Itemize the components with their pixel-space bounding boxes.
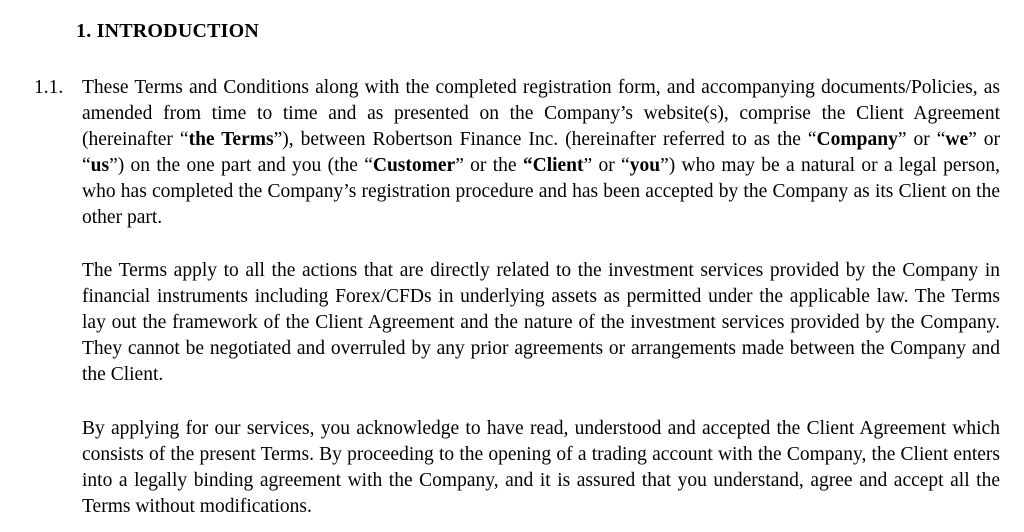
section-title: INTRODUCTION — [96, 20, 260, 42]
definitions-text-4: ” or “ — [82, 129, 1000, 176]
defined-term-company: Company — [816, 129, 898, 150]
definitions-text-7: ” or “ — [583, 155, 630, 176]
section-heading — [76, 20, 259, 43]
clause-paragraph-definitions — [82, 75, 1000, 231]
defined-term-customer: Customer — [372, 155, 456, 176]
section-number: 1. — [76, 20, 92, 42]
defined-term-we: we — [945, 129, 969, 150]
defined-term-you: you — [629, 155, 661, 176]
defined-term-us: us — [90, 155, 110, 176]
clause-number: 1.1. — [34, 77, 64, 98]
clause-paragraph-scope: The Terms apply to all the actions that are directly related to the investment services provided by the Company in financial instruments including Forex/CFDs in underlying assets as permitted under the applicable law. The Terms lay out the framework of the Client Agreement and the nature of the investment services provided by the Company. They cannot be negotiated and overruled by any prior agreements or arrangements made between the Company and the Client. — [82, 260, 1000, 385]
definitions-text-3: ” or “ — [897, 129, 946, 150]
definitions-text-6: ” or the — [455, 155, 523, 176]
definitions-text-1: These Terms and Conditions along with the completed registration form, and accompanying documents/Policies, as amended from time to time and as presented on the Company’s website(s), comprise the Client Agreement (hereinafter “ — [82, 77, 1000, 150]
definitions-text-2: ”), between Robertson Finance Inc. (hereinafter referred to as the “ — [273, 129, 817, 150]
definitions-text-5: ”) on the one part and you (the “ — [109, 155, 373, 176]
defined-term-client: “Client — [522, 155, 584, 176]
definitions-text-8: ”) who may be a natural or a legal person, who has completed the Company’s registration procedure and has been accepted by the Company as its Client on the other part. — [82, 155, 1000, 228]
clause-paragraph-acceptance: By applying for our services, you acknowledge to have read, understood and accepted the Client Agreement which consists of the present Terms. By proceeding to the opening of a trading account with the Company, the Client enters into a legally binding agreement with the Company, and it is assured that you understand, agree and accept all the Terms without modifications. — [82, 418, 1000, 517]
defined-term-the-terms: the Terms — [188, 129, 274, 150]
